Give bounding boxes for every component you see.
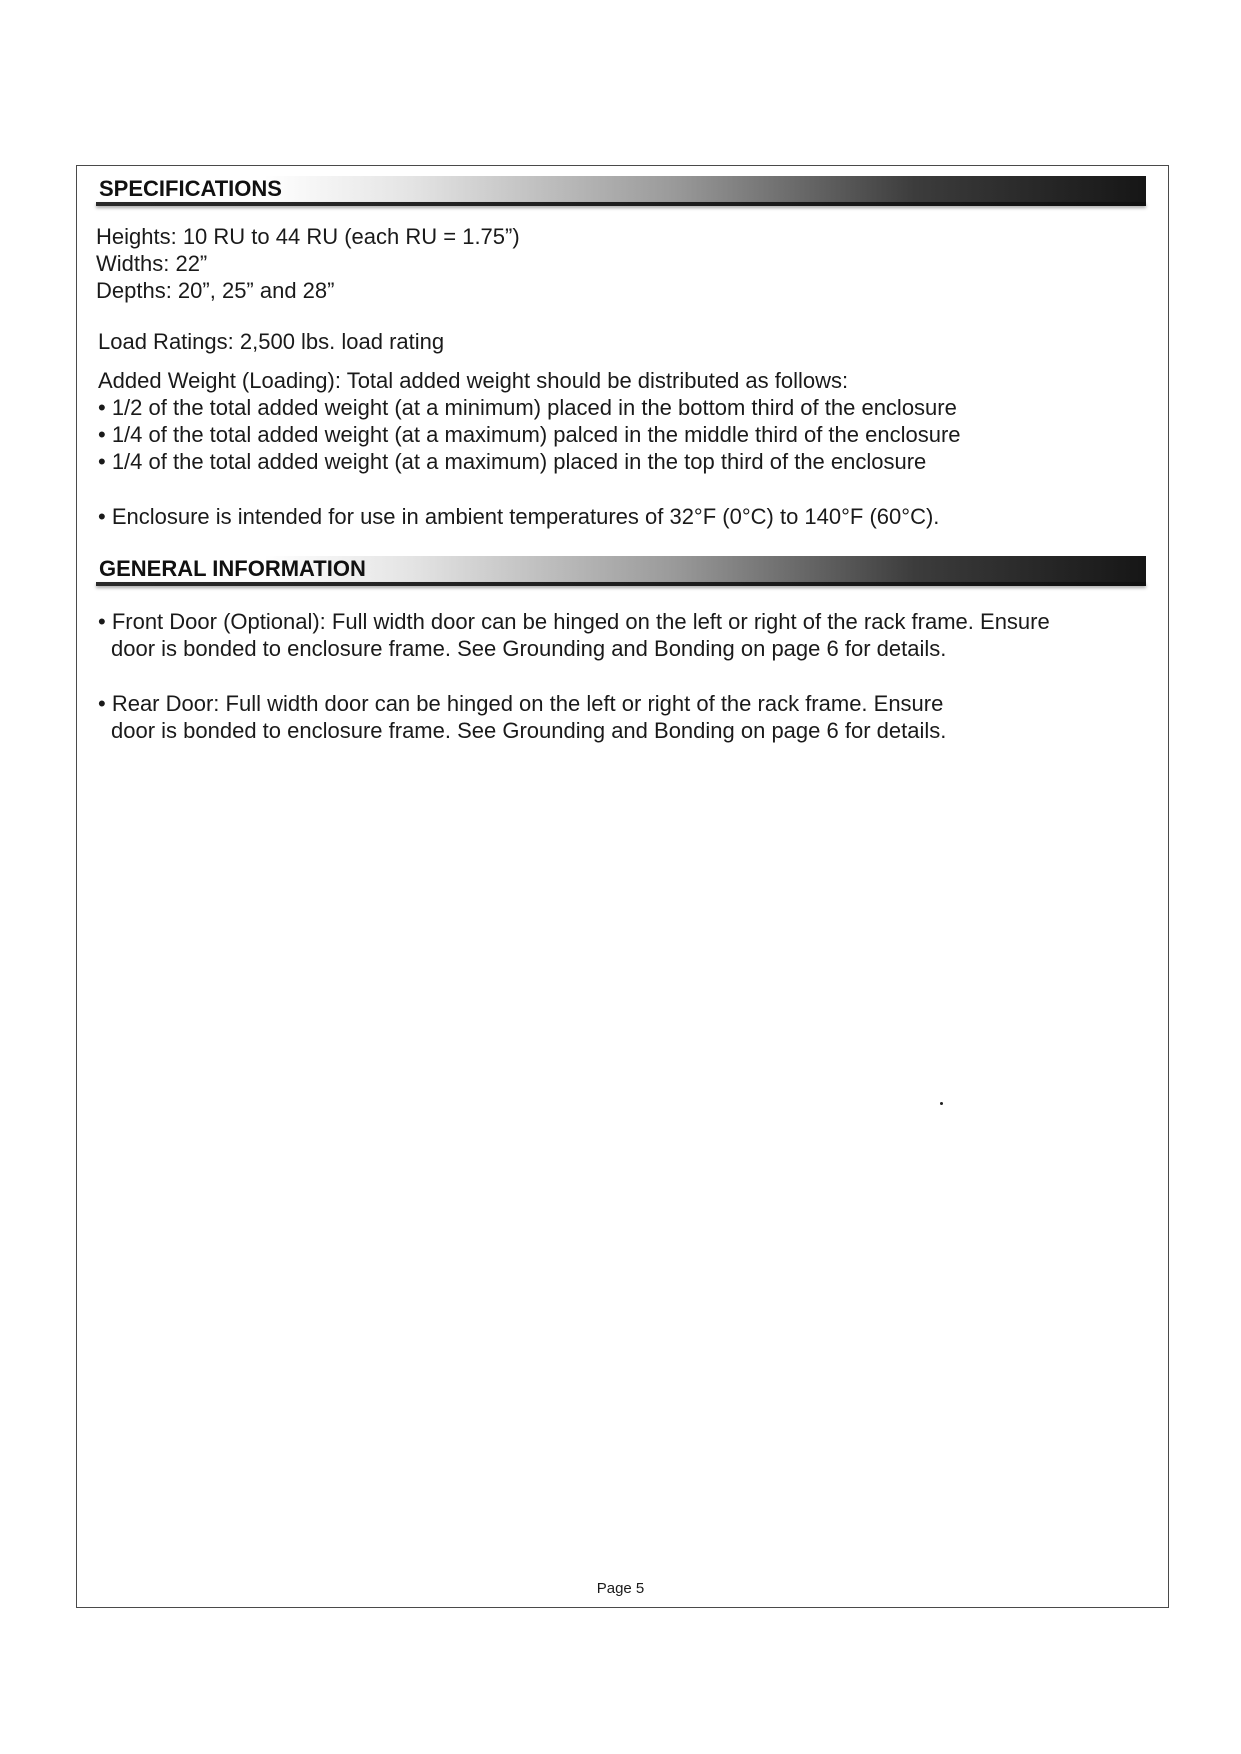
page-number: Page 5 xyxy=(596,1580,645,1597)
spec-bullet-middle-third: • 1/4 of the total added weight (at a maximum) palced in the middle third of the enclosure xyxy=(98,422,961,447)
specifications-title: SPECIFICATIONS xyxy=(99,176,282,201)
front-door-line-1: • Front Door (Optional): Full width door can be hinged on the left or right of the rack frame. Ensure xyxy=(98,609,1050,634)
rear-door-line-2: door is bonded to enclosure frame. See Grounding and Bonding on page 6 for details. xyxy=(111,718,947,743)
spec-widths: Widths: 22” xyxy=(96,251,208,276)
specifications-header xyxy=(96,176,1146,210)
general-information-title: GENERAL INFORMATION xyxy=(99,556,366,581)
header-underline xyxy=(96,202,1146,206)
spec-heights: Heights: 10 RU to 44 RU (each RU = 1.75”) xyxy=(96,224,520,249)
spec-added-weight: Added Weight (Loading): Total added weight should be distributed as follows: xyxy=(98,368,849,393)
spec-bullet-bottom-third: • 1/2 of the total added weight (at a minimum) placed in the bottom third of the enclosure xyxy=(98,395,957,420)
rear-door-line-1: • Rear Door: Full width door can be hinged on the left or right of the rack frame. Ensure xyxy=(98,691,944,716)
header-underline xyxy=(96,582,1146,586)
front-door-line-2: door is bonded to enclosure frame. See Grounding and Bonding on page 6 for details. xyxy=(111,636,947,661)
stray-dot xyxy=(940,1102,943,1105)
spec-bullet-top-third: • 1/4 of the total added weight (at a maximum) placed in the top third of the enclosure xyxy=(98,449,927,474)
spec-load-ratings: Load Ratings: 2,500 lbs. load rating xyxy=(98,329,445,354)
spec-temperature: • Enclosure is intended for use in ambient temperatures of 32°F (0°C) to 140°F (60°C). xyxy=(98,504,940,529)
spec-depths: Depths: 20”, 25” and 28” xyxy=(96,278,335,303)
general-information-header xyxy=(96,556,1146,590)
